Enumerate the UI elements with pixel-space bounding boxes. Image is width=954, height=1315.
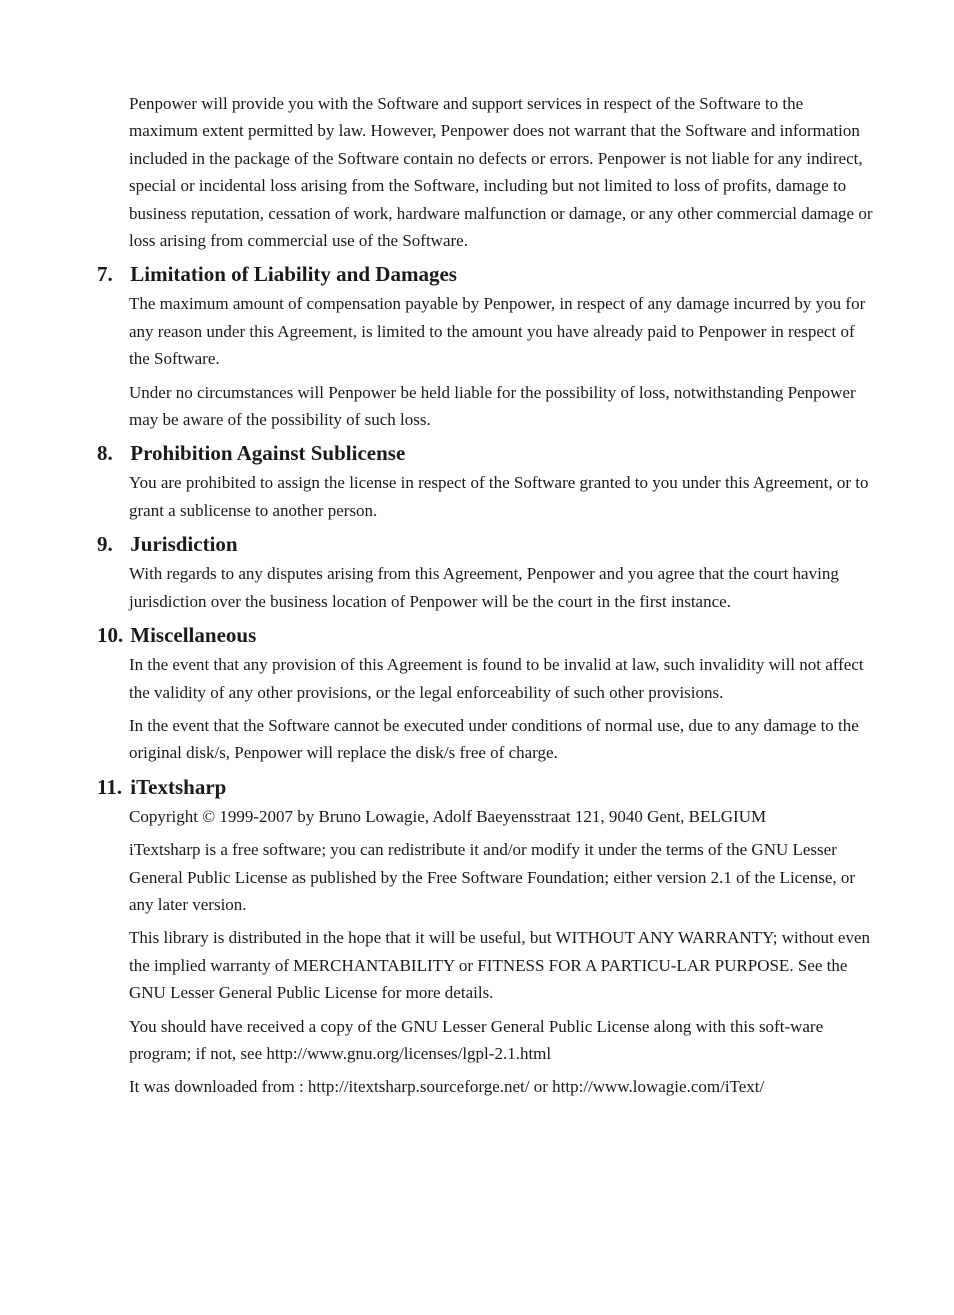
section-paragraph: iTextsharp is a free software; you can redistribute it and/or modify it under the terms of the GNU Lesser General Public License as published by the Free Software Foundation; either version 2.1 of the License, or any later version.: [129, 840, 856, 914]
section-title: Miscellaneous: [130, 623, 257, 648]
section-paragraph: In the event that the Software cannot be executed under conditions of normal use, due to any damage to the original disk/s, Penpower will replace the disk/s free of charge.: [129, 715, 859, 763]
section-heading: [97, 439, 874, 467]
copyright-line: Copyright © 1999-2007 by Bruno Lowagie, Adolf Baeyensstraat 121, 9040 Gent, BELGIUM: [129, 806, 767, 826]
section-paragraph: With regards to any disputes arising from this Agreement, Penpower and you agree that the court having jurisdiction over the business location of Penpower will be the court in the first instance.: [129, 564, 839, 611]
section-paragraph: You are prohibited to assign the license in respect of the Software granted to you under this Agreement, or to grant a sublicense to another person.: [129, 473, 869, 520]
section-title: Limitation of Liability and Damages: [130, 262, 457, 287]
section-paragraph: In the event that any provision of this Agreement is found to be invalid at law, such invalidity will not affect the validity of any other provisions, or the legal enforceability of such other provisions.: [129, 655, 864, 702]
section-title: Prohibition Against Sublicense: [130, 441, 406, 466]
section-title: iTextsharp: [130, 774, 227, 799]
section-10: [97, 621, 874, 767]
section-paragraph: This library is distributed in the hope that it will be useful, but WITHOUT ANY WARRANTY; without even the implied warranty of MERCHANTABILITY or FITNESS FOR A PARTICU-LAR PURPOSE. See the GNU Lesser General Public License for more details.: [129, 928, 871, 1003]
section-heading: [97, 260, 874, 288]
section-7: [97, 260, 874, 433]
section-9: [97, 530, 874, 615]
section-heading: [97, 773, 874, 801]
intro-paragraph: Penpower will provide you with the Software and support services in respect of the Software to the maximum extent permitted by law. However, Penpower does not warrant that the Software and information included in the package of the Software contain no defects or errors. Penpower is not liable for any indirect, special or incidental loss arising from the Software, including but not limited to loss of profits, damage to business reputation, cessation of work, hardware malfunction or damage, or any other commercial damage or loss arising from commercial use of the Software.: [129, 94, 873, 251]
section-8: [97, 439, 874, 524]
section-paragraph: The maximum amount of compensation payable by Penpower, in respect of any damage incurred by you for any reason under this Agreement, is limited to the amount you have already paid to Penpower in respect of the Software.: [129, 294, 866, 369]
section-title: Jurisdiction: [130, 532, 238, 557]
section-paragraph: You should have received a copy of the GNU Lesser General Public License along with this soft-ware program; if not, see http://www.gnu.org/licenses/lgpl-2.1.html: [129, 1016, 824, 1063]
section-11: [97, 773, 874, 1101]
section-paragraph: Under no circumstances will Penpower be held liable for the possibility of loss, notwithstanding Penpower may be aware of the possibility of such loss.: [129, 382, 856, 430]
download-sources: It was downloaded from : http://itextsharp.sourceforge.net/ or http://www.lowagie.com/iText/: [129, 1077, 765, 1097]
section-number: 10.: [97, 623, 124, 648]
section-number: 11.: [97, 774, 123, 799]
section-heading: [97, 530, 874, 558]
section-heading: [97, 621, 874, 649]
section-number: 9.: [97, 532, 113, 557]
section-number: 8.: [97, 441, 113, 466]
section-number: 7.: [97, 262, 113, 287]
